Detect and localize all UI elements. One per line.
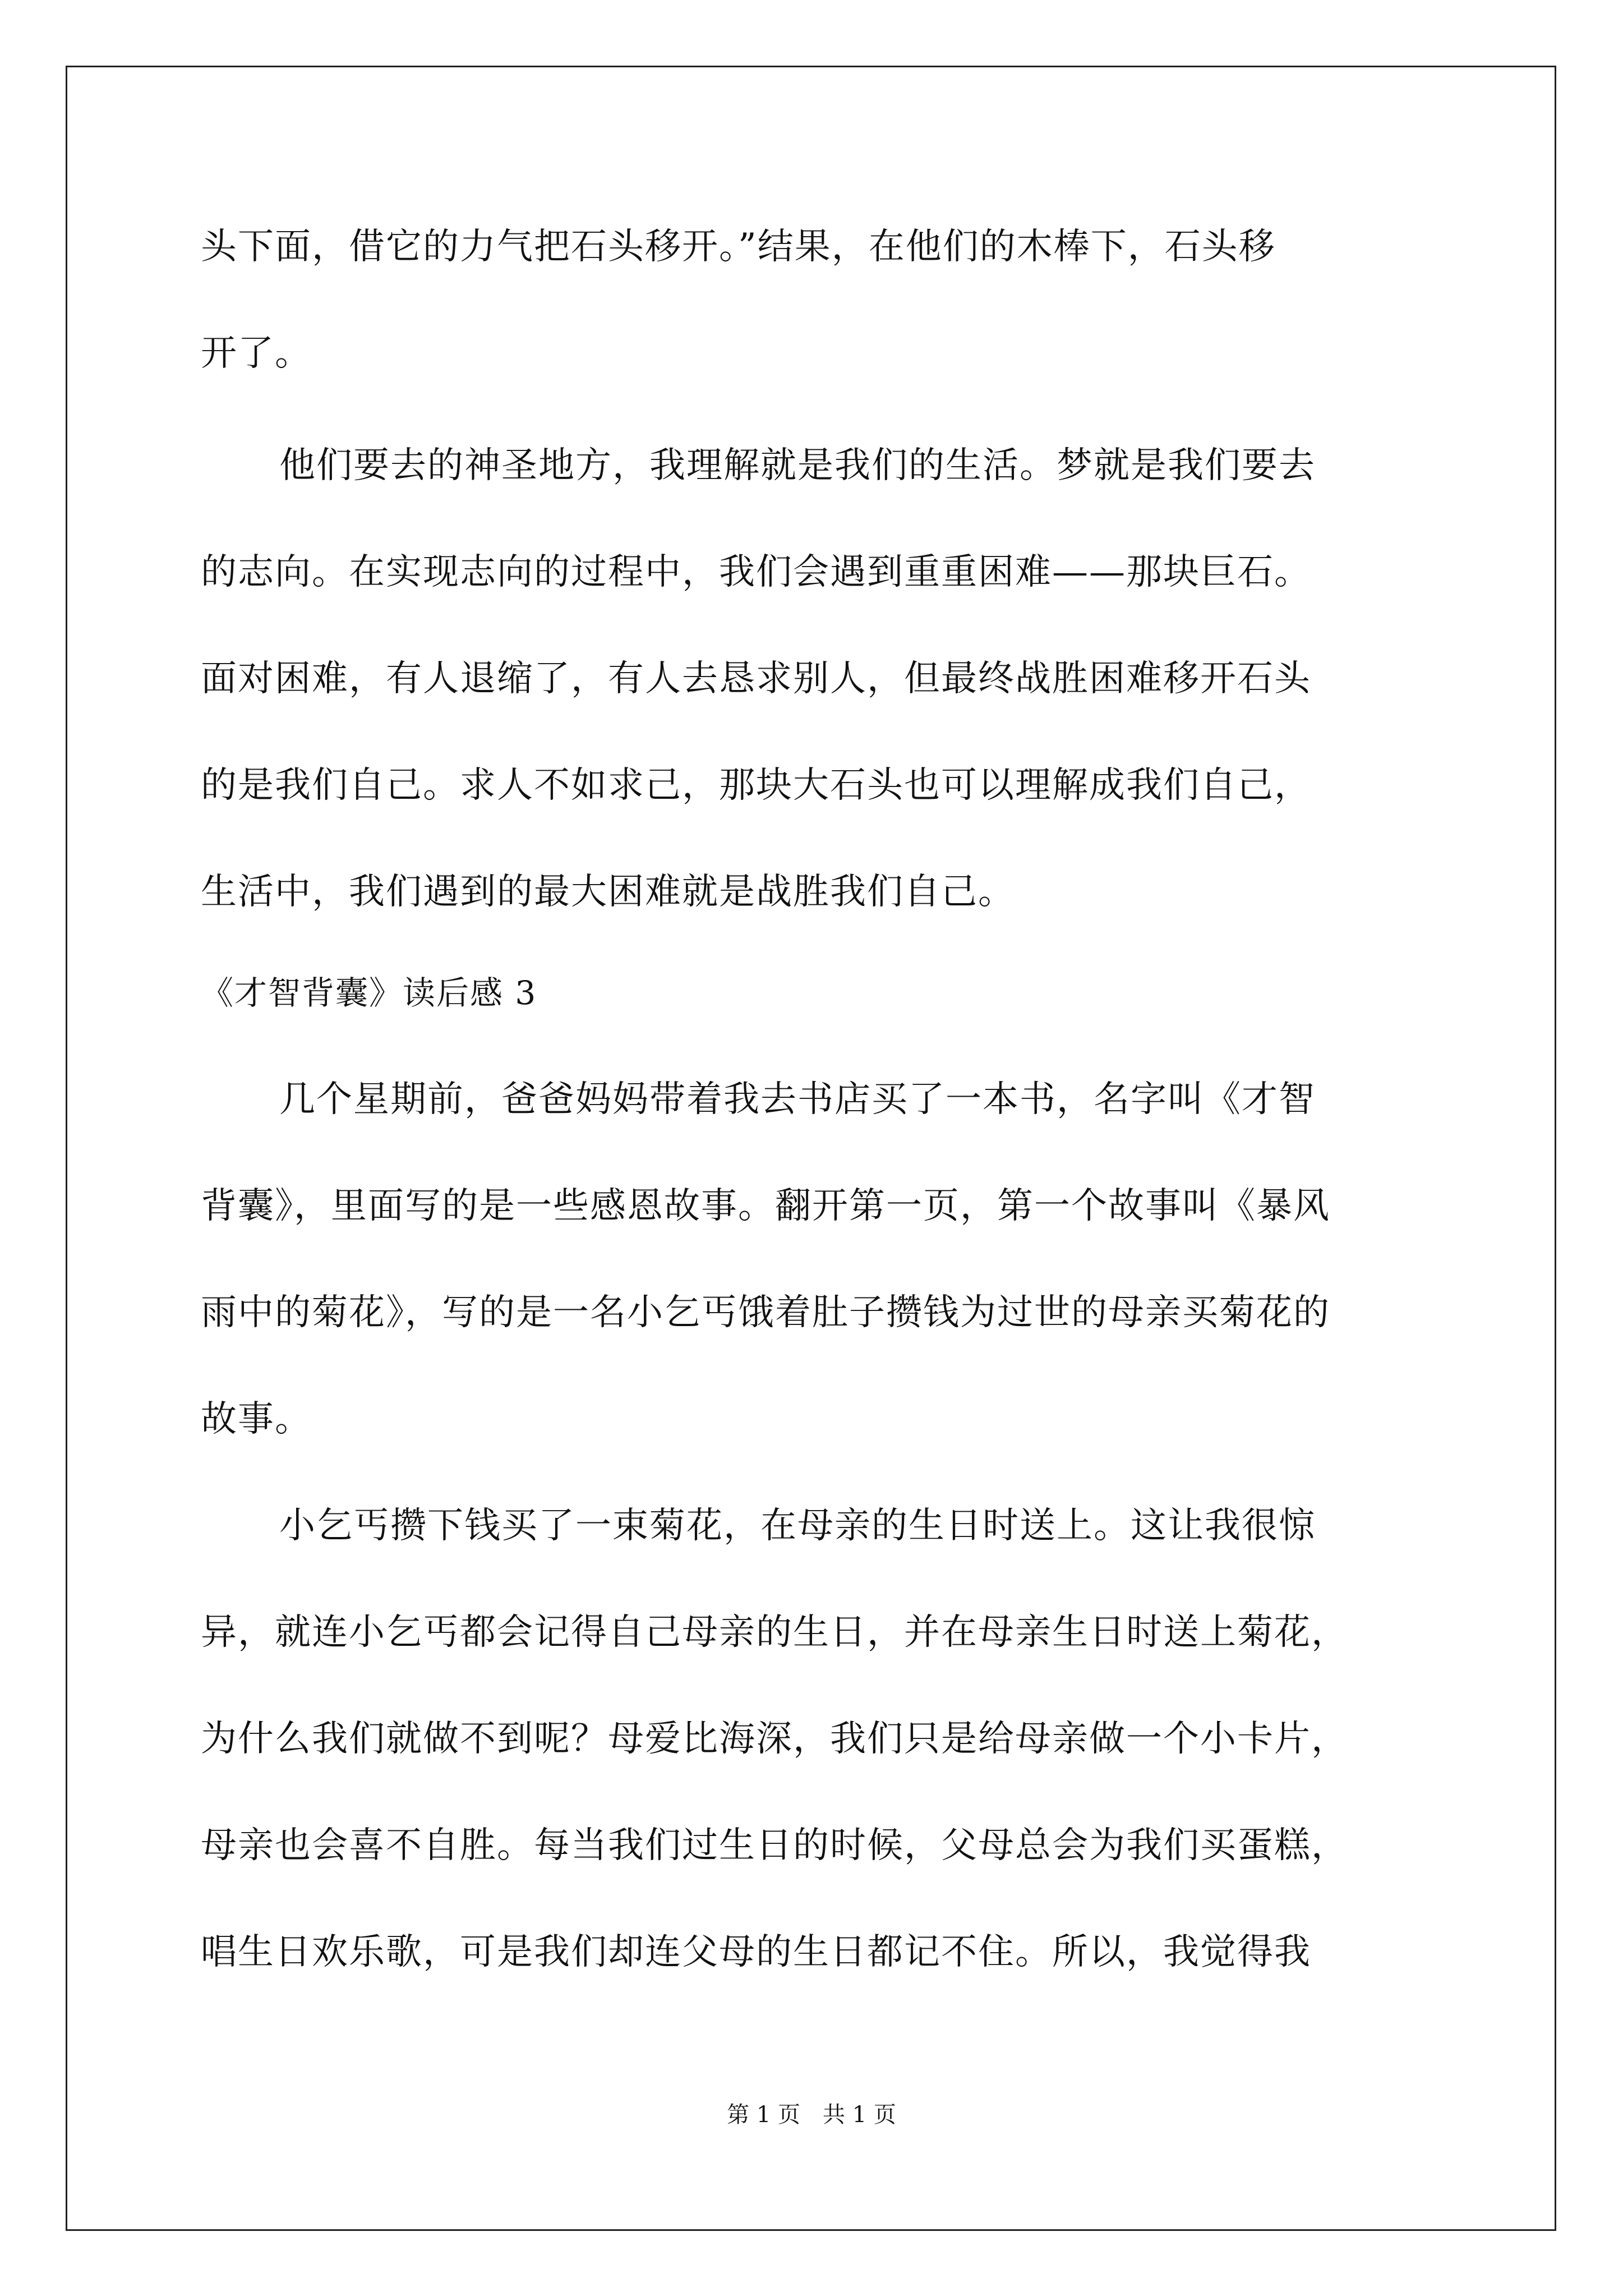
body-line-6: 的是我们自己。求人不如求己，那块大石头也可以理解成我们自己， (201, 765, 1311, 806)
body-line-3: 他们要去的神圣地方，我理解就是我们的生活。梦就是我们要去 (279, 445, 1316, 486)
body-line-2: 开了。 (201, 333, 312, 374)
body-line-13: 异，就连小乞丐都会记得自己母亲的生日，并在母亲生日时送上菊花， (201, 1612, 1348, 1653)
body-line-1: 头下面，借它的力气把石头移开。”结果，在他们的木棒下，石头移 (201, 226, 1276, 268)
page-number-footer: 第 1 页 共 1 页 (727, 2102, 896, 2128)
body-line-7: 生活中，我们遇到的最大困难就是战胜我们自己。 (201, 871, 1015, 913)
section-heading: 《才智背囊》读后感 3 (201, 974, 537, 1012)
body-line-9: 背囊》，里面写的是一些感恩故事。翻开第一页，第一个故事叫《暴风 (201, 1185, 1330, 1227)
body-line-15: 母亲也会喜不自胜。每当我们过生日的时候，父母总会为我们买蛋糕， (201, 1825, 1348, 1866)
body-line-10: 雨中的菊花》，写的是一名小乞丐饿着肚子攒钱为过世的母亲买菊花的 (201, 1292, 1330, 1333)
body-line-4: 的志向。在实现志向的过程中，我们会遇到重重困难——那块巨石。 (201, 551, 1311, 593)
page-border (66, 66, 1556, 2231)
body-line-16: 唱生日欢乐歌，可是我们却连父母的生日都记不住。所以，我觉得我 (201, 1931, 1311, 1973)
body-line-14: 为什么我们就做不到呢？母爱比海深，我们只是给母亲做一个小卡片， (201, 1718, 1348, 1760)
body-line-8: 几个星期前，爸爸妈妈带着我去书店买了一本书，名字叫《才智 (279, 1079, 1316, 1120)
body-line-5: 面对困难，有人退缩了，有人去恳求别人，但最终战胜困难移开石头 (201, 658, 1311, 700)
body-line-12: 小乞丐攒下钱买了一束菊花，在母亲的生日时送上。这让我很惊 (279, 1505, 1316, 1547)
body-line-11: 故事。 (201, 1398, 312, 1440)
